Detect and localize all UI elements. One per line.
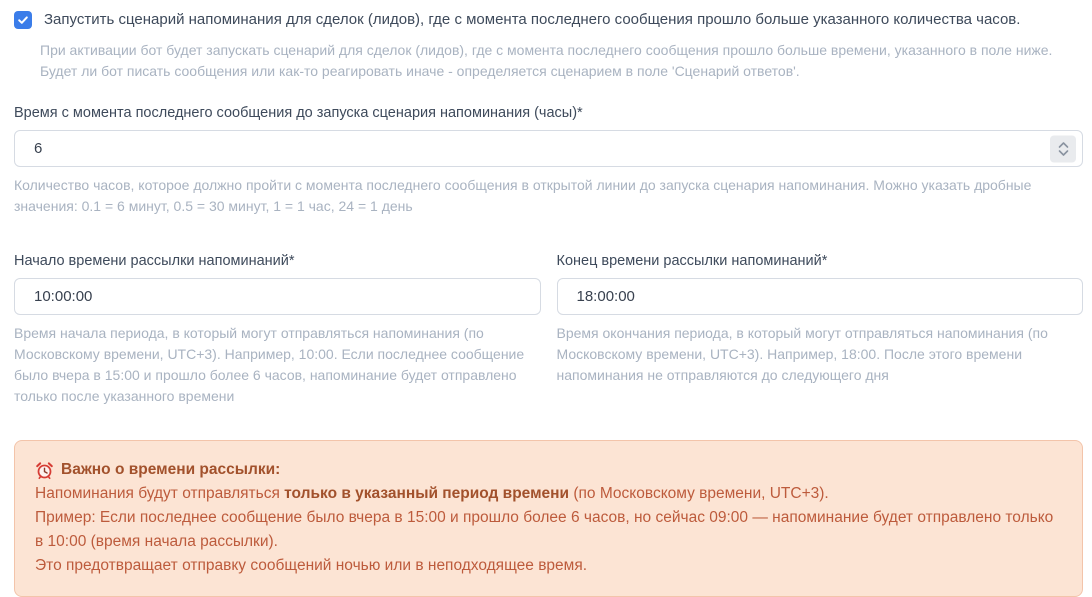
hours-field-label: Время с момента последнего сообщения до запуска сценария напоминания (часы)* (14, 105, 583, 121)
start-time-label: Начало времени рассылки напоминаний* (14, 253, 295, 269)
hours-stepper[interactable] (1050, 135, 1076, 162)
end-time-input-wrap (557, 278, 1084, 315)
hours-input-wrap (14, 130, 1083, 167)
end-time-label: Конец времени рассылки напоминаний* (556, 253, 828, 269)
alarm-clock-icon (35, 461, 54, 480)
chevron-down-icon[interactable] (1058, 149, 1069, 156)
warning-line-3: Это предотвращает отправку сообщений ночью или в неподходящее время. (35, 557, 588, 574)
reminder-toggle-help: При активации бот будет запускать сценарий для сделок (лидов), где с момента последнего сообщения прошло больше времени, указанного в поле ниже. Будет ли бот писать сообщения или как-то реагировать иначе - определяется сценарием в поле 'Сценарий ответов'. (40, 42, 1053, 79)
checkmark-icon (17, 14, 29, 26)
hours-input[interactable] (14, 130, 1083, 167)
warning-line-2: Пример: Если последнее сообщение было вчера в 15:00 и прошло более 6 часов, но сейчас 09:00 — напоминание будет отправлено только в 10:00 (время начала рассылки). (35, 509, 1054, 550)
warning-line-1 (35, 482, 1062, 506)
end-time-help: Время окончания периода, в который могут отправляться напоминания (по Московскому времени, UTC+3). Например, 18:00. После этого времени напоминания не отправляются до следующего дня (556, 325, 1048, 383)
start-time-input-wrap (14, 278, 541, 315)
start-time-input[interactable] (14, 278, 541, 315)
warning-heading-row (35, 458, 1062, 482)
end-time-input[interactable] (557, 278, 1084, 315)
warning-heading: Важно о времени рассылки: (61, 461, 281, 478)
end-time-column (557, 253, 1084, 407)
reminder-toggle-label: Запустить сценарий напоминания для сделок (лидов), где с момента последнего сообщения прошло больше указанного количества часов. (44, 11, 1021, 28)
warning-line-1-suffix: (по Московскому времени, UTC+3). (569, 485, 829, 502)
warning-line-1-prefix: Напоминания будут отправляться (35, 485, 285, 502)
start-time-help: Время начала периода, в который могут отправляться напоминания (по Московскому времени, UTC+3). Например, 10:00. Если последнее сообщение было вчера в 15:00 и прошло более 6 часов, напоминание будет отправлено только после указанного времени (14, 325, 525, 404)
chevron-up-icon[interactable] (1058, 141, 1069, 148)
reminder-enabled-checkbox[interactable] (14, 11, 32, 29)
time-range-section (14, 253, 1083, 407)
hours-field-help: Количество часов, которое должно пройти с момента последнего сообщения в открытой линии до запуска сценария напоминания. Можно указать дробные значения: 0.1 = 6 минут, 0.5 = 30 минут, 1 = 1 час, 24 = 1 день (14, 177, 1032, 214)
start-time-column (14, 253, 541, 407)
delivery-time-warning-box (14, 440, 1083, 597)
reminder-toggle-row (14, 10, 1083, 30)
warning-line-1-bold: только в указанный период времени (284, 485, 570, 502)
